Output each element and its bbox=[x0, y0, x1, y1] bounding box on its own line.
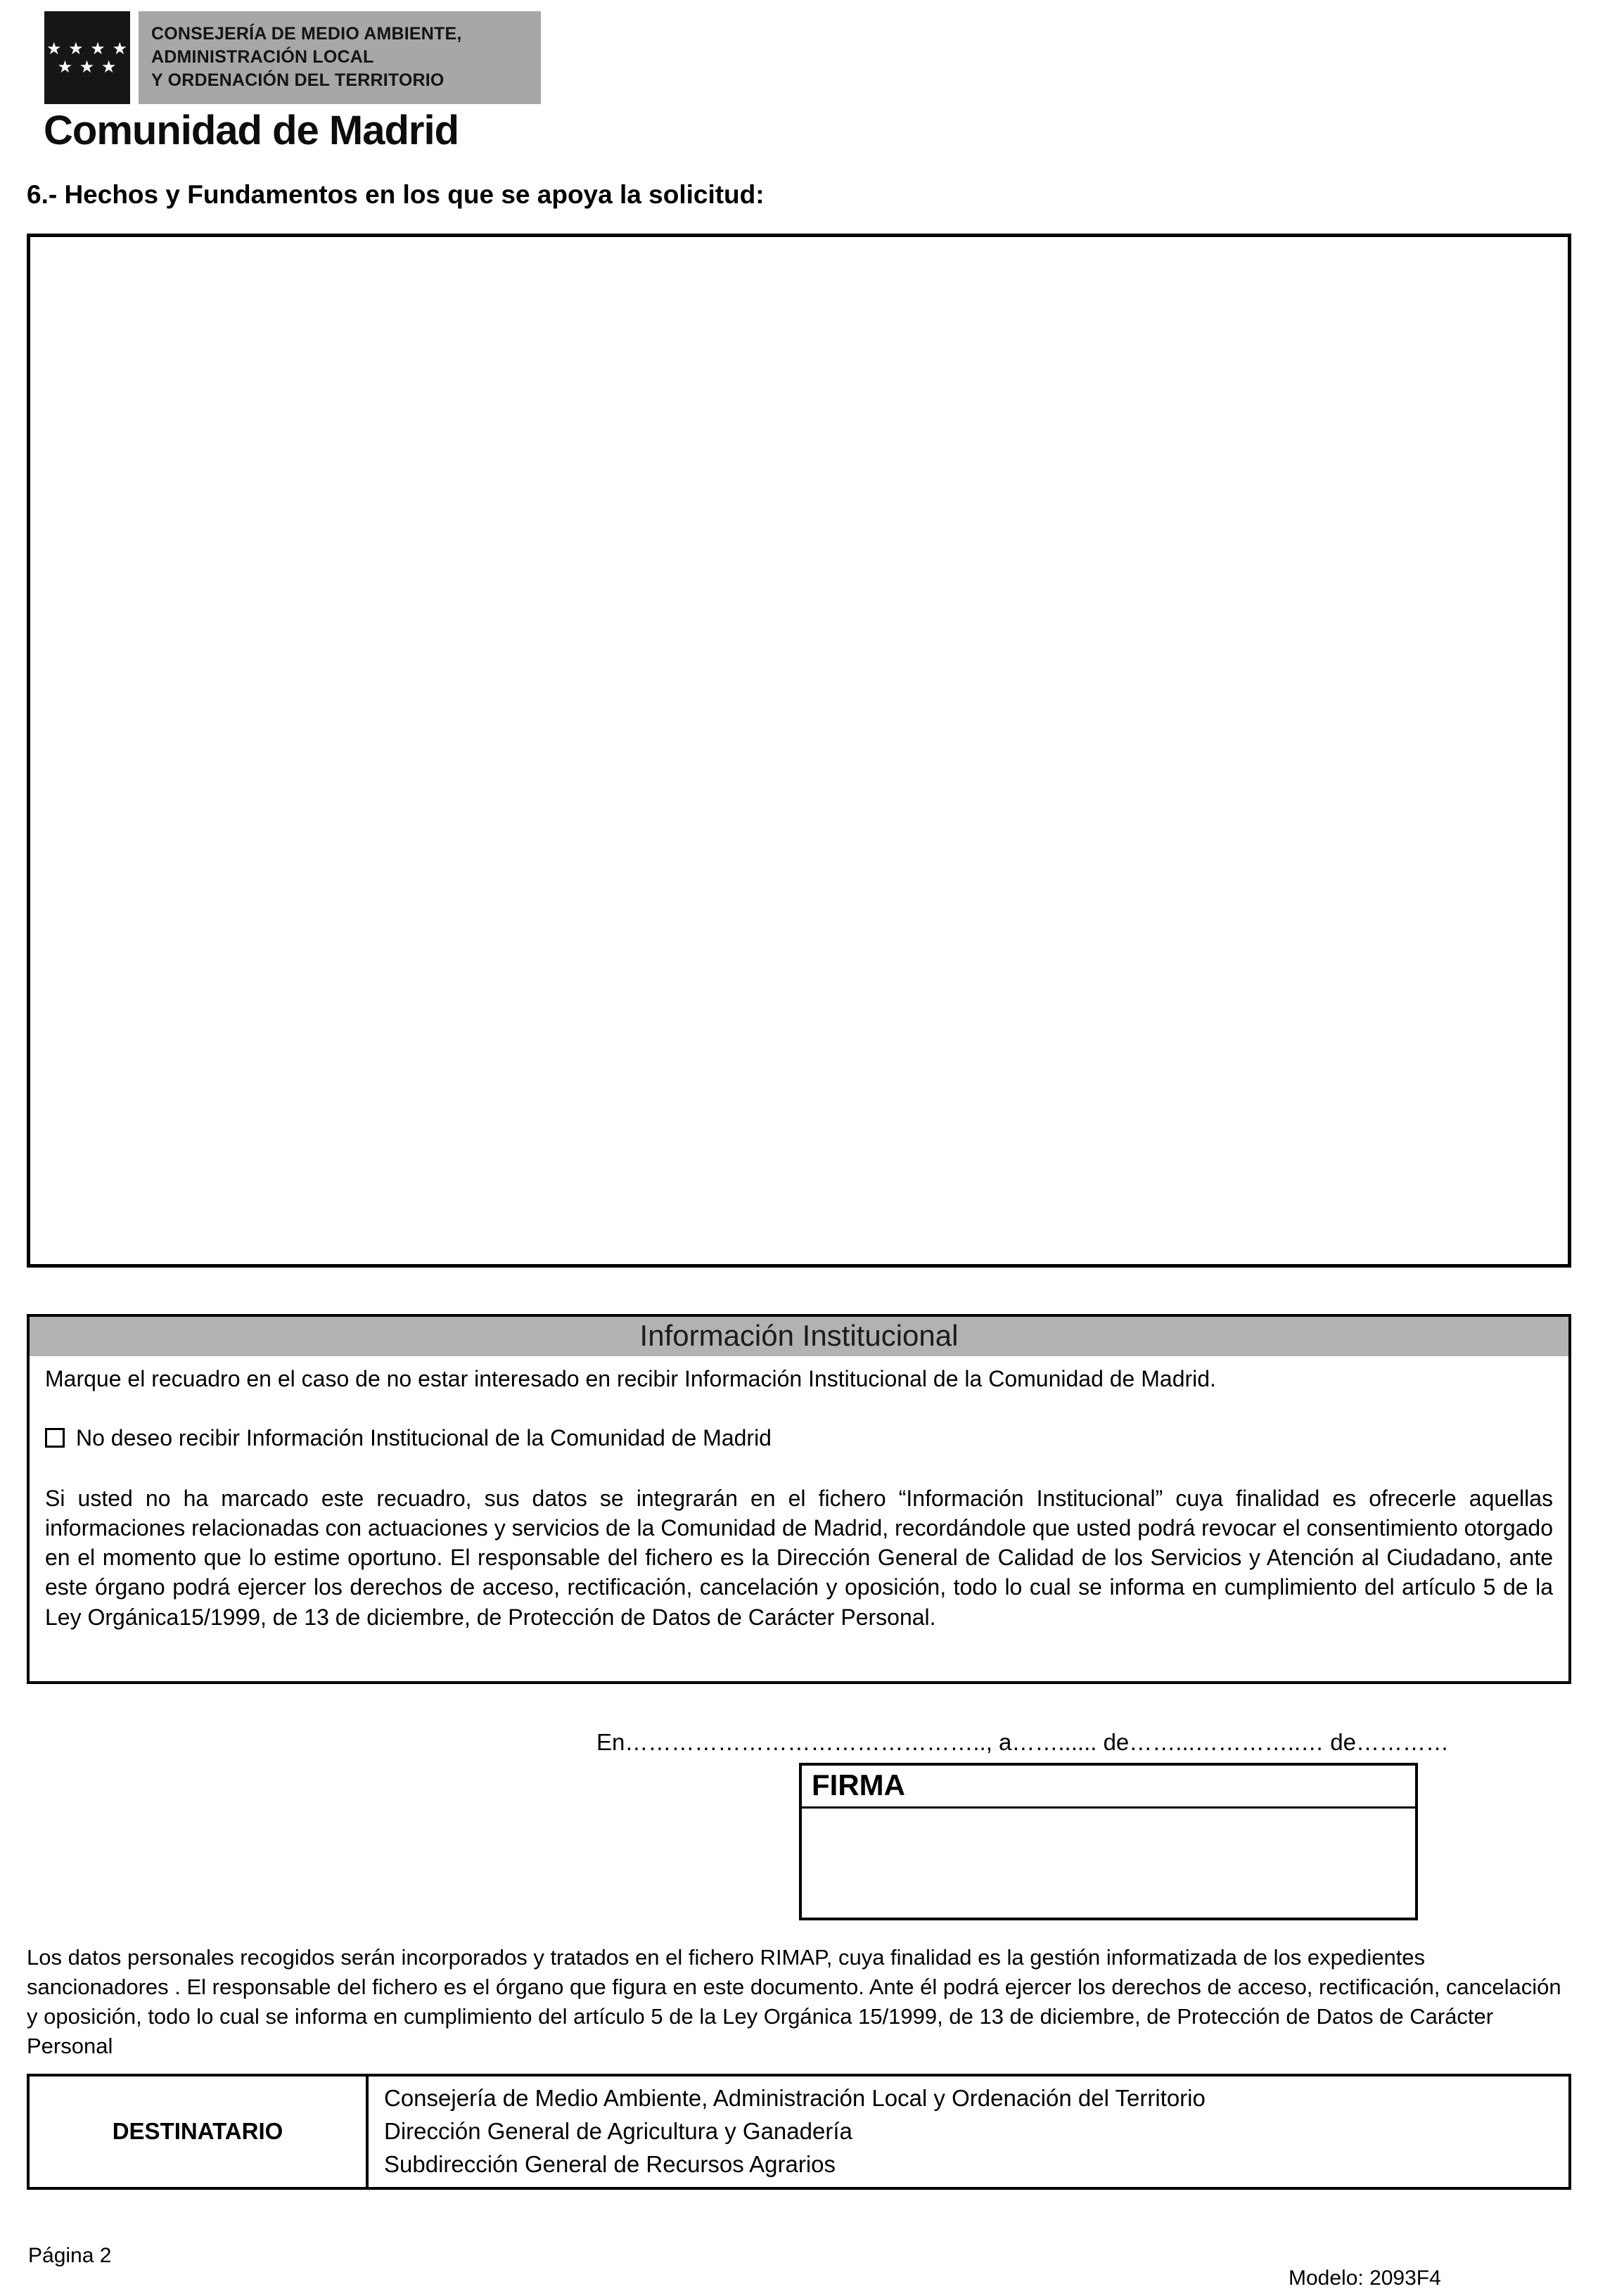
info-intro-text: Marque el recuadro en el caso de no estar interesado en recibir Información Institucional de la Comunidad de Madrid. bbox=[45, 1366, 1216, 1391]
no-info-checkbox-row bbox=[45, 1425, 1553, 1451]
destinatario-line: Dirección General de Agricultura y Ganadería bbox=[384, 2117, 852, 2144]
date-fill-line[interactable]: En……………………………………….., a……...... de……...…………..… de………… bbox=[596, 1729, 1449, 1755]
destinatario-label: DESTINATARIO bbox=[30, 2077, 369, 2187]
firma-label: FIRMA bbox=[802, 1766, 1415, 1809]
flag-stars-icon: ★ ★ ★ ★ bbox=[46, 39, 128, 58]
brand-title: Comunidad de Madrid bbox=[44, 108, 459, 153]
no-info-checkbox[interactable] bbox=[45, 1428, 65, 1448]
consejeria-line: Y ORDENACIÓN DEL TERRITORIO bbox=[151, 70, 445, 90]
page-number: Página 2 bbox=[28, 2244, 112, 2267]
info-institucional-title: Información Institucional bbox=[30, 1317, 1568, 1356]
destinatario-table bbox=[27, 2074, 1571, 2190]
signature-area[interactable] bbox=[802, 1809, 1415, 1914]
destinatario-line: Subdirección General de Recursos Agrarios bbox=[384, 2150, 836, 2177]
consejeria-line: CONSEJERÍA DE MEDIO AMBIENTE, bbox=[151, 24, 462, 44]
no-info-checkbox-label: No deseo recibir Información Institucional de la Comunidad de Madrid bbox=[76, 1424, 772, 1450]
destinatario-line: Consejería de Medio Ambiente, Administración Local y Ordenación del Territorio bbox=[384, 2085, 1206, 2111]
info-body-text: Si usted no ha marcado este recuadro, sus datos se integrarán en el fichero “Información Institucional” cuya finalidad es ofrecerle aquellas informaciones relacionadas con actuaciones y servicios de la Comunidad de Madrid, recordándole que usted podrá revocar el consentimiento otorgado en el momento que lo estime oportuno. El responsable del fichero es la Dirección General de Calidad de los Servicios y Atención al Ciudadano, ante este órgano podrá ejercer los derechos de acceso, rectificación, cancelación y oposición, todo lo cual se informa en cumplimiento del artículo 5 de la Ley Orgánica15/1999, de 13 de diciembre, de Protección de Datos de Carácter Personal. bbox=[45, 1485, 1553, 1630]
firma-box bbox=[799, 1763, 1418, 1920]
consejeria-header-box bbox=[139, 11, 541, 104]
hechos-input-area[interactable] bbox=[27, 234, 1571, 1268]
model-number: Modelo: 2093F4 bbox=[1289, 2266, 1441, 2290]
madrid-flag-icon bbox=[44, 11, 130, 104]
rimap-notice: Los datos personales recogidos serán incorporados y tratados en el fichero RIMAP, cuya finalidad es la gestión informatizada de los expedientes sancionadores . El responsable del fichero es el órgano que figura en este documento. Ante él podrá ejercer los derechos de acceso, rectificación, cancelación y oposición, todo lo cual se informa en cumplimiento del artículo 5 de la Ley Orgánica 15/1999, de 13 de diciembre, de Protección de Datos de Carácter Personal bbox=[27, 1945, 1561, 2058]
destinatario-lines bbox=[369, 2077, 1221, 2187]
info-institucional-section bbox=[27, 1314, 1571, 1684]
flag-stars-icon: ★ ★ ★ bbox=[57, 57, 117, 77]
section6-title: 6.- Hechos y Fundamentos en los que se apoya la solicitud: bbox=[27, 180, 765, 209]
consejeria-line: ADMINISTRACIÓN LOCAL bbox=[151, 47, 374, 67]
